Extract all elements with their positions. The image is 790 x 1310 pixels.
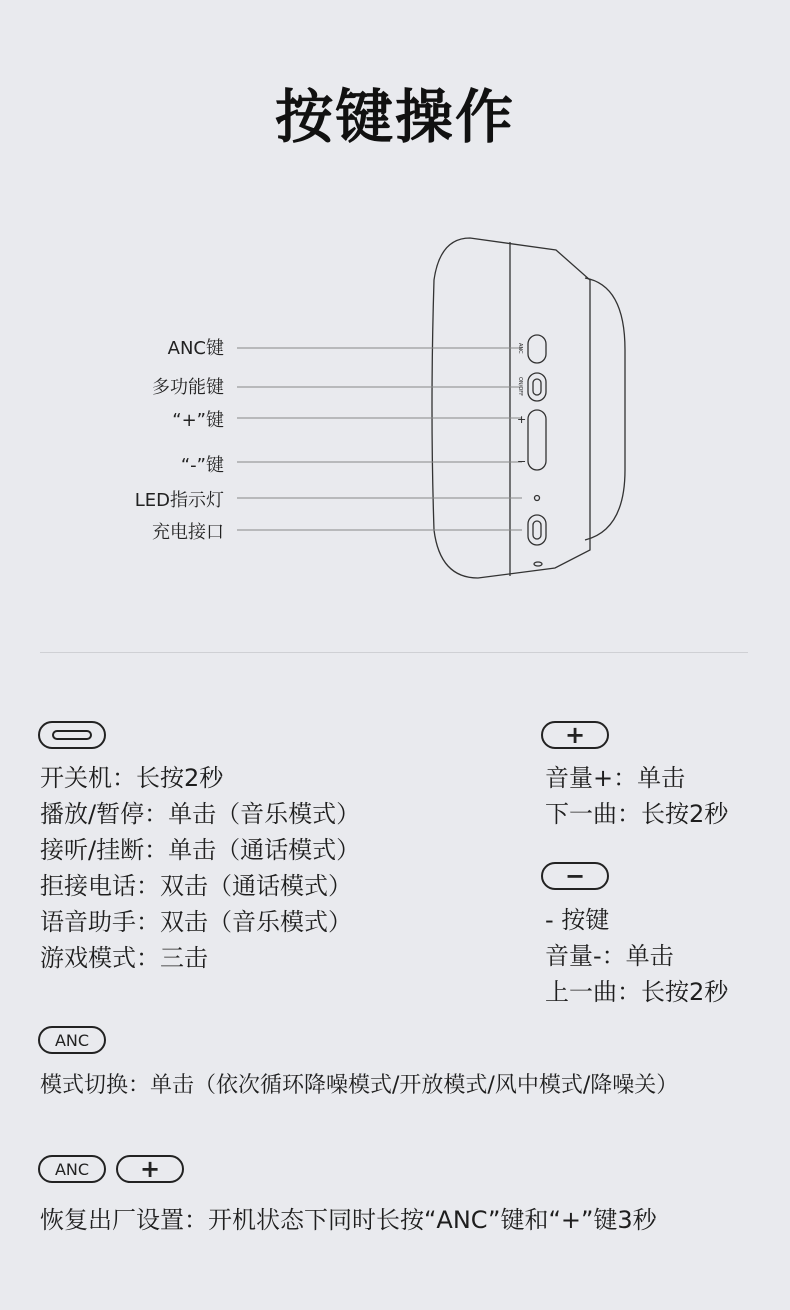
power-instructions: [40, 760, 360, 976]
instruction-line: 音量+：单击: [545, 764, 686, 792]
instruction-line: 下一曲：长按2秒: [545, 800, 729, 828]
instruction-line: 开关机：长按2秒: [40, 764, 224, 792]
section-divider: [40, 652, 748, 653]
callout-led-indicator: LED指示灯: [134, 490, 224, 511]
minus-instructions: [545, 902, 728, 1010]
callout-minus-key: “-”键: [180, 455, 224, 476]
minus-mark: −: [517, 455, 527, 468]
anc-instruction: 模式切换：单击（依次循环降噪模式/开放模式/风中模式/降噪关）: [40, 1073, 679, 1098]
instruction-line: 播放/暂停：单击（音乐模式）: [40, 800, 361, 828]
instruction-line: 游戏模式：三击: [40, 944, 208, 972]
callout-anc-key: ANC键: [167, 338, 224, 359]
minus-key-icon: −: [541, 862, 609, 890]
instruction-line: 音量-：单击: [545, 942, 674, 970]
plus-key-icon: +: [116, 1155, 184, 1183]
anc-key-icon: ANC: [38, 1026, 106, 1054]
instruction-line: 接听/挂断：单击（通话模式）: [40, 836, 361, 864]
plus-key-icon: +: [541, 721, 609, 749]
callout-multifunction-key: 多功能键: [152, 377, 224, 398]
plus-mark: +: [517, 413, 527, 426]
plus-instructions: [545, 760, 728, 832]
instruction-line: 语音助手：双击（音乐模式）: [40, 908, 352, 936]
instruction-line: - 按键: [545, 906, 610, 934]
usb-c-port-icon: [38, 721, 106, 749]
page-title: 按键操作: [274, 83, 515, 151]
onoff-button-mark: ON/OFF: [517, 377, 523, 397]
reset-instruction: 恢复出厂设置：开机状态下同时长按“ANC”键和“+”键3秒: [40, 1206, 657, 1234]
anc-button-mark: ANC: [517, 343, 523, 354]
callout-plus-key: “+”键: [172, 410, 224, 431]
anc-key-icon: ANC: [38, 1155, 106, 1183]
instruction-line: 上一曲：长按2秒: [545, 978, 729, 1006]
callout-charging-port: 充电接口: [152, 522, 224, 543]
instruction-line: 拒接电话：双击（通话模式）: [40, 872, 352, 900]
